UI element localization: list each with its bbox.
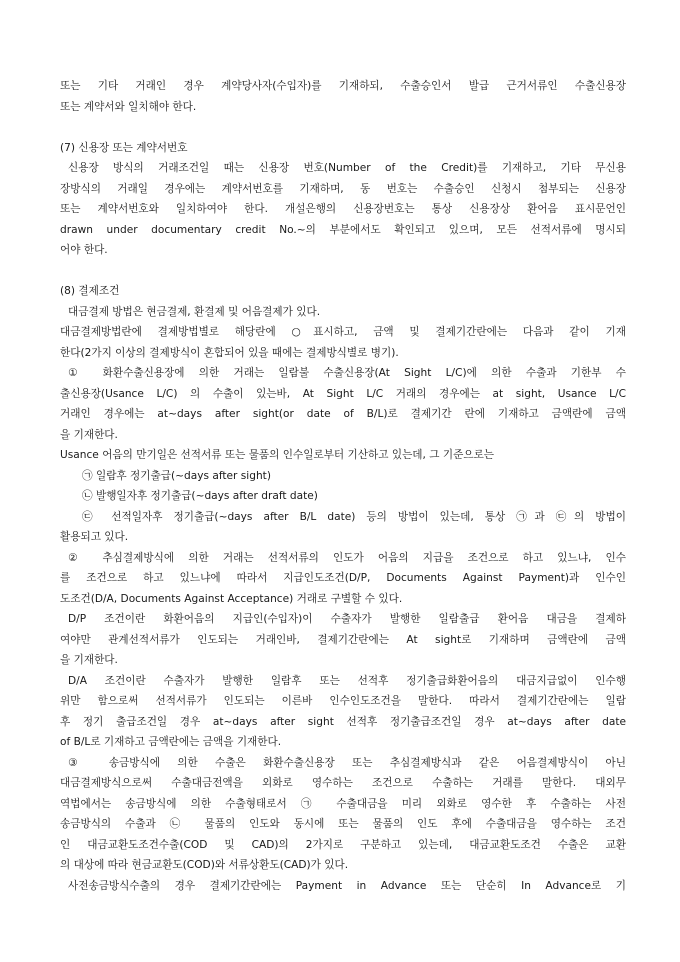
paragraph-da bbox=[60, 671, 626, 753]
text-line: 위만 함으로써 선적서류가 인도되는 이른바 인수인도조건을 말한다. 따라서 결제기간란에는 일람 bbox=[60, 695, 626, 707]
text-line: 사전송금방식수출의 경우 결제기간란에는 Payment in Advance 또는 단순히 In Advance로 기 bbox=[68, 879, 626, 892]
text-line: 대금결제방법란에 결제방법별로 해당란에 ○표시하고, 금액 및 결제기간란에는 다음과 같이 기재 bbox=[60, 326, 626, 338]
paragraph-documentary-lc bbox=[60, 363, 626, 445]
text-line: 를 조건으로 하고 있느냐에 따라서 지급인도조건(D/P, Documents Against Payment)과 인수인 bbox=[60, 572, 626, 584]
text-line: 역법에서는 송금방식에 의한 수출형태로서 ㉠ 수출대금을 미리 외화로 영수한 후 수출하는 사전 bbox=[60, 797, 626, 810]
text-line: 어야 한다. bbox=[60, 244, 108, 256]
list-item: ㉢ 선적일자후 정기출급(~days after B/L date) 등의 방법이 있는데, 통상 ㉠과 ㉢의 방법이 bbox=[82, 510, 626, 523]
text-line: 대금결제방식으로써 수출대금전액을 외화로 영수하는 조건으로 수출하는 거래를 말한다. 대외무 bbox=[60, 777, 626, 789]
text-line: 의 대상에 따라 현금교환도(COD)와 서류상환도(CAD)가 있다. bbox=[60, 859, 349, 871]
paragraph-collection bbox=[60, 548, 626, 610]
text-line: 거래인 경우에는 at~days after sight(or date of B/L)로 결제기간 란에 기재하고 금액란에 금액 bbox=[60, 408, 626, 420]
text-line: 또는 계약서번호와 일치하여야 한다. 개설은행의 신용장번호는 통상 신용장상 환어음 표시문언인 bbox=[60, 203, 626, 215]
document-body bbox=[60, 76, 626, 896]
paragraph-credit-number bbox=[60, 158, 626, 261]
text-line: ① 화환수출신용장에 의한 거래는 일람불 수출신용장(At Sight L/C)에 의한 수출과 기한부 수 bbox=[68, 367, 626, 379]
paragraph-consignee-note bbox=[60, 76, 626, 117]
list-item: ㉡ 발행일자후 정기출급(~days after draft date) bbox=[82, 490, 318, 502]
section-heading-7: (7) 신용장 또는 계약서번호 bbox=[60, 141, 188, 154]
text-line: 신용장 방식의 거래조건일 때는 신용장 번호(Number of the Credit)를 기재하고, 기타 무신용 bbox=[68, 162, 626, 174]
text-line: Usance 어음의 만기일은 선적서류 또는 물품의 인수일로부터 기산하고 있는데, 그 기준으로는 bbox=[60, 449, 495, 461]
text-line: 한다(2가지 이상의 결제방식이 혼합되어 있을 때에는 결제방식별로 병기). bbox=[60, 346, 399, 359]
maturity-list bbox=[60, 466, 626, 548]
text-line: 인 대금교환도조건수출(COD 및 CAD)의 2가지로 구분하고 있는데, 대금교환도조건 수출은 교환 bbox=[60, 838, 626, 851]
text-line: D/P 조건이란 화환어음의 지급인(수입자)이 수출자가 발행한 일람출급 환어음 대금을 결제하 bbox=[68, 613, 626, 625]
text-line: D/A 조건이란 수출자가 발행한 일람후 또는 선적후 정기출급화환어음의 대금지급없이 인수행 bbox=[68, 674, 626, 687]
text-line: 활용되고 있다. bbox=[60, 531, 129, 543]
text-line: 을 기재한다. bbox=[60, 428, 118, 441]
text-line: 송금방식의 수출과 ㉡ 물품의 인도와 동시에 또는 물품의 인도 후에 수출대금을 영수하는 조건 bbox=[60, 818, 626, 830]
paragraph-payment-methods bbox=[60, 302, 626, 364]
text-line: ② 추심결제방식에 의한 거래는 선적서류의 인도가 어음의 지급을 조건으로 하고 있느냐, 인수 bbox=[68, 551, 626, 564]
text-line: 대금결제 방법은 현금결제, 환결제 및 어음결제가 있다. bbox=[68, 305, 321, 318]
text-line: 또는 기타 거래인 경우 계약당사자(수입자)를 기재하되, 수출승인서 발급 근거서류인 수출신용장 bbox=[60, 80, 626, 92]
paragraph-remittance bbox=[60, 753, 626, 876]
text-line: 후 정기 출급조건일 경우 at~days after sight 선적후 정기출급조건일 경우 at~days after date bbox=[60, 715, 626, 728]
text-line: of B/L로 기재하고 금액란에는 금액을 기재한다. bbox=[60, 736, 282, 748]
text-line: 여야만 관계선적서류가 인도되는 거래인바, 결제기간란에는 At sight로 기재하며 금액란에 금액 bbox=[60, 633, 626, 646]
text-line: 도조건(D/A, Documents Against Acceptance) 거래로 구별할 수 있다. bbox=[60, 592, 403, 605]
text-line: drawn under documentary credit No.~의 부분에서도 확인되고 있으며, 모든 선적서류에 명시되 bbox=[60, 223, 626, 236]
text-line: 장방식의 거래일 경우에는 계약서번호를 기재하며, 동 번호는 수출승인 신청시 첨부되는 신용장 bbox=[60, 182, 626, 195]
text-line: ③ 송금방식에 의한 수출은 화환수출신용장 또는 추심결제방식과 같은 어음결제방식이 아닌 bbox=[68, 756, 626, 769]
text-line: 을 기재한다. bbox=[60, 654, 118, 666]
paragraph-dp bbox=[60, 609, 626, 671]
text-line: 출신용장(Usance L/C) 의 수출이 있는바, At Sight L/C 거래의 경우에는 at sight, Usance L/C bbox=[60, 387, 626, 400]
text-line: 또는 계약서와 일치해야 한다. bbox=[60, 100, 197, 113]
list-item: ㉠ 일람후 정기출급(~days after sight) bbox=[82, 469, 271, 482]
section-heading-8: (8) 결제조건 bbox=[60, 285, 120, 297]
